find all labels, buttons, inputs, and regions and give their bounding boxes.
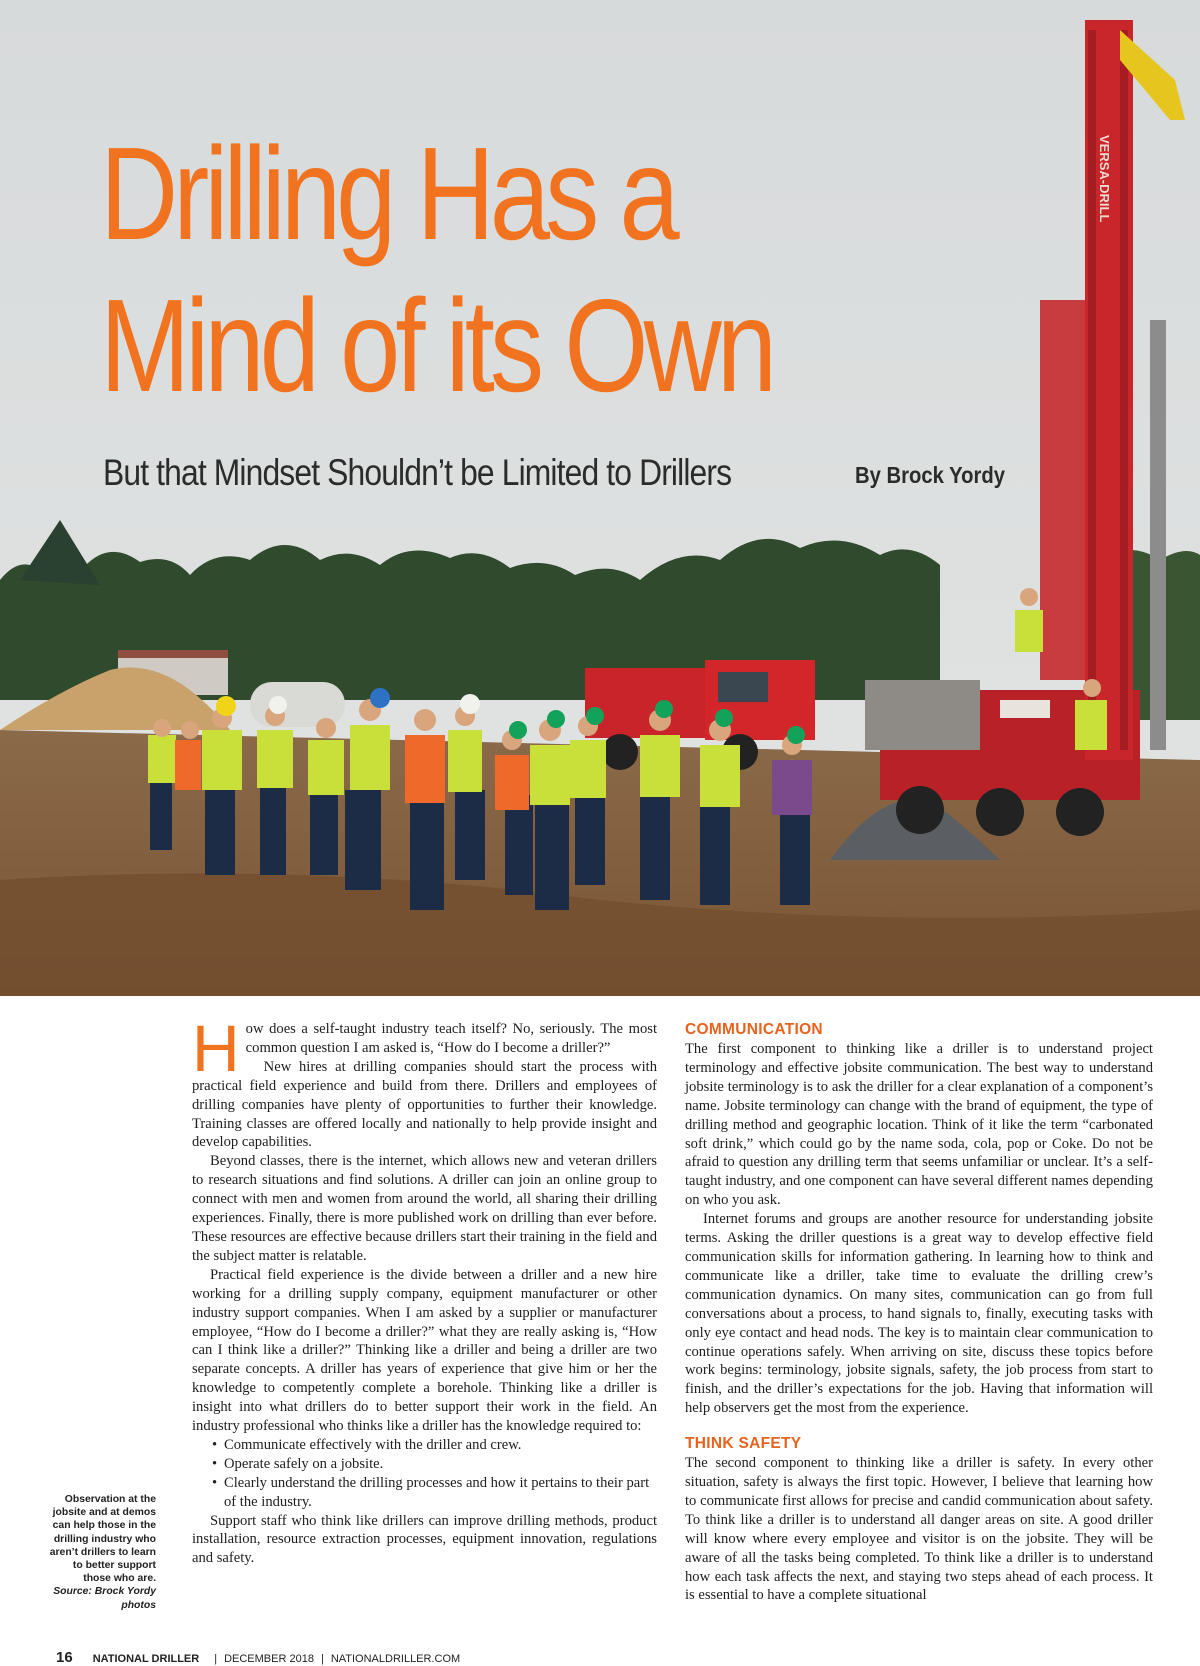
photo-credit: Source: Brock Yordy photos bbox=[53, 1586, 156, 1611]
section-heading-communication: COMMUNICATION bbox=[685, 1021, 823, 1038]
paragraph: New hires at drilling companies should start the process with practical field experience and build from there. Drillers and employees of drilling companies have plenty of opportunities to further their knowledge. Training classes are offered locally and nationally to help provide insight and develop capabilities. bbox=[192, 1058, 657, 1151]
paragraph: Support staff who think like drillers can improve drilling methods, product installation, resource extraction processes, equipment innovation, regulations and safety. bbox=[192, 1512, 657, 1567]
list-item: • Clearly understand the drilling processes and how it pertains to their part of the industry. bbox=[204, 1474, 657, 1512]
list-item: • Communicate effectively with the driller and crew. bbox=[204, 1436, 657, 1455]
footer-separator: | bbox=[214, 1653, 218, 1665]
rig-label: VERSA-DRILL bbox=[1097, 135, 1112, 223]
bullet-list bbox=[204, 1436, 657, 1512]
paragraph: Internet forums and groups are another resource for understanding jobsite terms. Asking the driller questions is a great way to develop effective field communication skills for information gathering. In learning how to think and communicate like a driller, take time to evaluate the drilling crew’s communication dynamics. On many sites, communication can go from full conversations about a process, to hand signals to, finally, executing tasks with only eye contact and head nods. The key is to maintain clear communication to continue operations safely. When arriving on site, discuss these topics before work begins: terminology, jobsite signals, safety, the job process from start to finish, and the driller’s expectations for the job. Having that information will help observers get the most from the experience. bbox=[685, 1211, 1153, 1417]
publication-name: NATIONAL DRILLER bbox=[92, 1653, 200, 1665]
page-footer bbox=[56, 1649, 460, 1665]
article-column-right bbox=[685, 1020, 1153, 1605]
headline-line-2: Mind of its Own bbox=[100, 272, 773, 419]
article-column-left bbox=[192, 1011, 657, 1568]
byline: By Brock Yordy bbox=[855, 462, 1005, 488]
issue-date: DECEMBER 2018 bbox=[224, 1653, 314, 1665]
paragraph-intro: How does a self-taught industry teach itself? No, seriously. The most common question I am asked is, “How do I become a driller?” bbox=[192, 1011, 657, 1085]
drop-cap: H bbox=[192, 1011, 240, 1085]
page-number: 16 bbox=[56, 1649, 73, 1666]
headline-line-1: Drilling Has a bbox=[100, 120, 675, 267]
list-item: • Operate safely on a jobsite. bbox=[204, 1455, 657, 1474]
website-link[interactable]: NATIONALDRILLER.COM bbox=[330, 1653, 461, 1665]
section-heading-think-safety: THINK SAFETY bbox=[685, 1435, 802, 1453]
paragraph: Beyond classes, there is the internet, which allows new and veteran drillers to research situations and find solutions. A driller can join an online group to connect with men and women from around the world, all sharing their drilling experiences. Finally, there is more published work on drilling than ever before. These resources are effective because drillers start their training in the field and the subject matter is relatable. bbox=[192, 1153, 657, 1264]
headline bbox=[100, 118, 838, 422]
subheadline: But that Mindset Shouldn’t be Limited to Drillers bbox=[103, 452, 732, 493]
paragraph: Practical field experience is the divide between a driller and a new hire working for a drilling supply company, equipment manufacturer or other industry support companies. When I am asked by a supplier or manufacturer employee, “How do I become a driller?” what they are really asking is, “How can I think like a driller?” Thinking like a driller and being a driller are two separate concepts. A driller has years of experience that give him or her the knowledge to competently complete a borehole. Thinking like a driller is insight into what drillers do to better support their work in the field. An industry professional who thinks like a driller has the knowledge required to: bbox=[192, 1266, 657, 1435]
paragraph: The second component to thinking like a driller is safety. In every other situation, safety is always the first topic. However, I believe that learning how to communicate first allows for precise and candid communication about safety. To think like a driller is to understand all danger areas on site. A good driller will know where every employee and visitor is on the jobsite. They will be aware of all the tasks being completed. To think like a driller is to understand how each task affects the next, and staying two steps ahead of each process. It is essential to have a complete situational bbox=[685, 1455, 1153, 1604]
paragraph: The first component to thinking like a driller is to understand project terminology and effective jobsite communication. The best way to understand jobsite terminology is to ask the driller for a clear explanation of a component’s name. Jobsite terminology can change with the brand of equipment, the type of drilling method and geographic location. Think of it like the term “carbonated soft drink,” which could go by the name soda, cola, pop or Coke. Do not be afraid to question any drilling term that seems unfamiliar or unclear. It’s a self-taught industry, and one component can have several different names depending on who you ask. bbox=[685, 1041, 1153, 1209]
photo-caption: Observation at the jobsite and at demos can help those in the drilling industry who aren’t drillers to learn to better support those who are. Source: Brock Yordy photos bbox=[49, 1494, 156, 1611]
footer-separator: | bbox=[320, 1653, 324, 1665]
